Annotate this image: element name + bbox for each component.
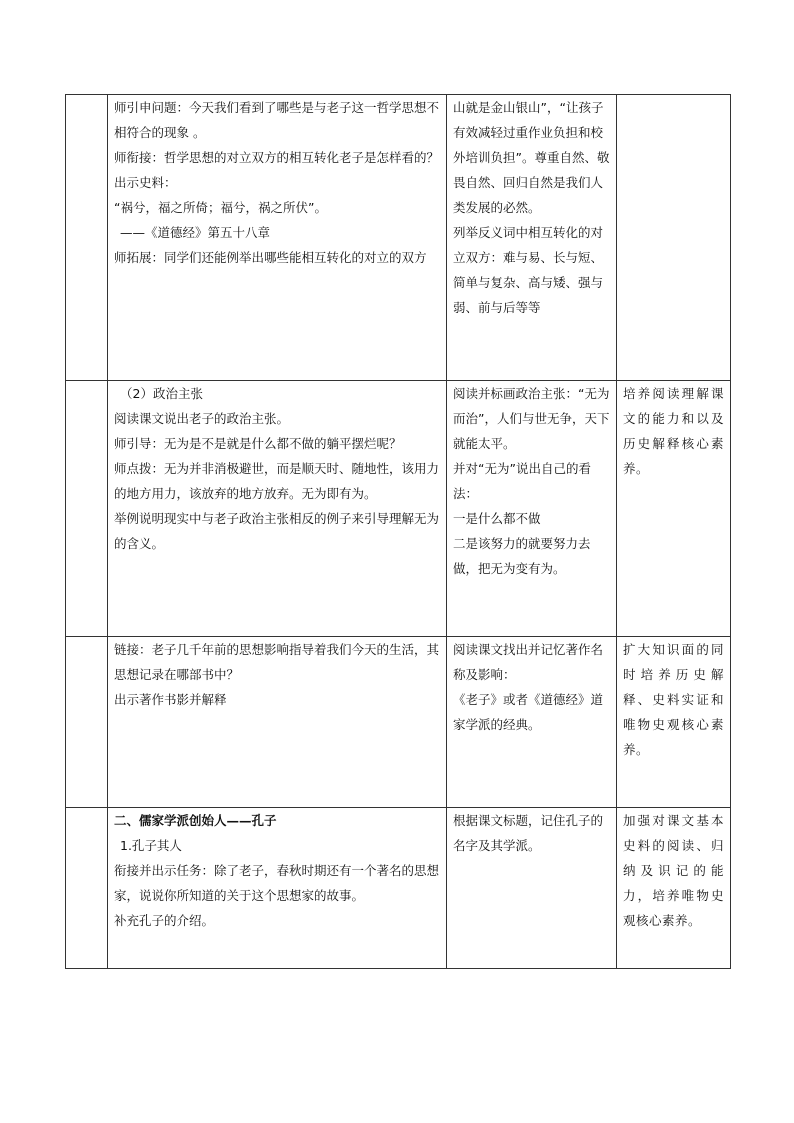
table-row: [66, 381, 731, 637]
paragraph: 链接：老子几千年前的思想影响指导着我们今天的生活，其思想记录在哪部书中？: [114, 642, 440, 682]
paragraph: 扩大知识面的同时培养历史解释、史料实证和唯物史观核心素养。: [623, 642, 724, 757]
paragraph: 师引申问题：今天我们看到了哪些是与老子这一哲学思想不相符合的现象 。: [114, 100, 440, 140]
paragraph: 举例说明现实中与老子政治主张相反的例子来引导理解无为的含义。: [114, 511, 440, 551]
subsection-heading: 1.孔子其人: [120, 838, 182, 853]
paragraph: 阅读并标画政治主张：“无为而治”，人们与世无争，天下就能太平。: [453, 386, 610, 451]
paragraph: 加强对课文基本史料的阅读、归纳及识记的能力，培养唯物史观核心素养。: [623, 813, 724, 928]
teacher-activity-cell: [108, 381, 447, 637]
teacher-activity-cell: [108, 95, 447, 381]
paragraph: 师点拨：无为并非消极避世，而是顺天时、随地性，该用力的地方用力，该放弃的地方放弃。无为即有为。: [114, 461, 440, 501]
stage-cell: [66, 808, 108, 969]
student-activity-cell: [447, 808, 617, 969]
paragraph: 培养阅读理解课文的能力和以及历史解释核心素养。: [623, 386, 724, 476]
stage-cell: [66, 381, 108, 637]
paragraph: 一是什么都不做: [453, 511, 541, 526]
paragraph: 师衔接：哲学思想的对立双方的相互转化老子是怎样看的？: [114, 150, 440, 165]
lesson-plan-table: [65, 94, 731, 969]
table-row: [66, 95, 731, 381]
stage-cell: [66, 95, 108, 381]
paragraph: 根据课文标题，记住孔子的名字及其学派。: [453, 813, 604, 853]
student-activity-cell: [447, 381, 617, 637]
stage-cell: [66, 637, 108, 808]
section-heading: （2）政治主张: [120, 386, 203, 401]
paragraph: 师引导：无为是不是就是什么都不做的躺平摆烂呢？: [114, 436, 402, 451]
student-activity-cell: [447, 637, 617, 808]
design-intent-cell: [617, 637, 731, 808]
paragraph: 出示史料：: [114, 175, 177, 190]
paragraph: 并对“无为”说出自己的看法：: [453, 461, 591, 501]
student-activity-cell: [447, 95, 617, 381]
paragraph: 二是该努力的就要努力去做，把无为变有为。: [453, 536, 591, 576]
paragraph: 阅读课文说出老子的政治主张。: [114, 411, 290, 426]
design-intent-cell: [617, 95, 731, 381]
design-intent-cell: [617, 381, 731, 637]
teacher-activity-cell: [108, 637, 447, 808]
paragraph: 《老子》或者《道德经》道家学派的经典。: [453, 692, 604, 732]
paragraph: 出示著作书影并解释: [114, 692, 227, 707]
paragraph: 山就是金山银山”，“让孩子有效减轻过重作业负担和校外培训负担”。尊重自然、敬畏自然、回归自然是我们人类发展的必然。: [453, 100, 610, 215]
paragraph: 衔接并出示任务：除了老子，春秋时期还有一个著名的思想家，说说你所知道的关于这个思想家的故事。: [114, 863, 440, 903]
source-citation: ——《道德经》第五十八章: [120, 225, 271, 240]
teacher-activity-cell: [108, 808, 447, 969]
paragraph: 阅读课文找出并记忆著作名称及影响：: [453, 642, 604, 682]
table-row: [66, 637, 731, 808]
paragraph: 师拓展：同学们还能例举出哪些能相互转化的对立的双方: [114, 250, 427, 265]
design-intent-cell: [617, 808, 731, 969]
table-row: [66, 808, 731, 969]
paragraph: “祸兮，福之所倚；福兮，祸之所伏”。: [114, 200, 327, 215]
paragraph: 列举反义词中相互转化的对立双方：难与易、长与短、简单与复杂、高与矮、强与弱、前与后等等: [453, 225, 604, 315]
section-heading: 二、儒家学派创始人——孔子: [114, 813, 277, 828]
paragraph: 补充孔子的介绍。: [114, 913, 215, 928]
